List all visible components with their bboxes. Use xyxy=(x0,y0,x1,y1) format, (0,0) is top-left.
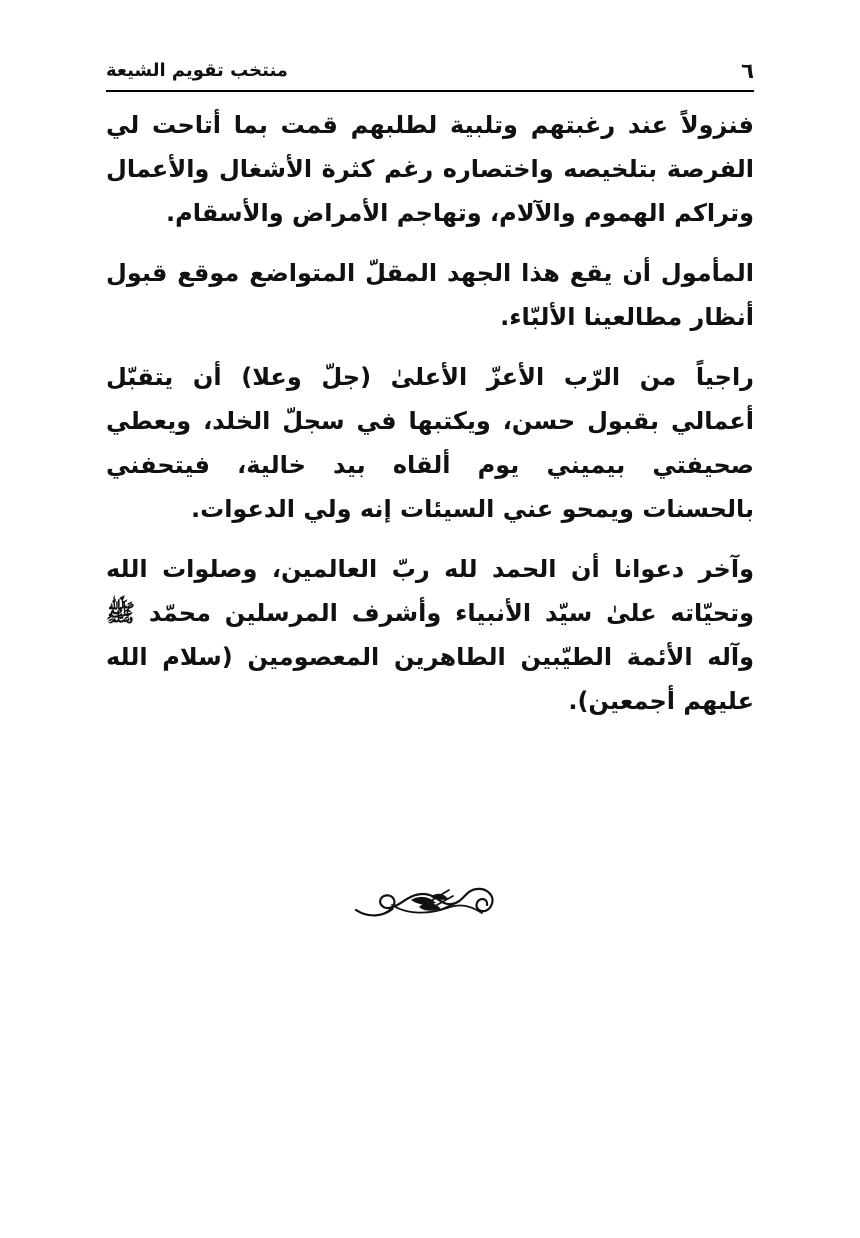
page-number: ٦ xyxy=(741,58,754,83)
paragraph-2: المأمول أن يقع هذا الجهد المقلّ المتواضع موقع قبول أنظار مطالعينا الألبّاء. xyxy=(106,259,754,331)
running-header xyxy=(106,52,754,90)
paragraph-1: فنزولاً عند رغبتهم وتلبية لطلبهم قمت بما أتاحت لي الفرصة بتلخيصه واختصاره رغم كثرة الأشغال والأعمال وتراكم الهموم والآلام، وتهاجم الأمراض والأسقام. xyxy=(106,111,754,227)
header-divider xyxy=(106,90,754,92)
book-title: منتخب تقويم الشيعة xyxy=(106,60,288,81)
body-text xyxy=(106,103,754,739)
decorative-floral-flourish-icon xyxy=(353,881,500,923)
paragraph-4: وآخر دعوانا أن الحمد لله ربّ العالمين، وصلوات الله وتحيّاته علىٰ سيّد الأنبياء وأشرف المرسلين محمّد ﷺ وآله الأئمة الطيّبين الطاهرين المعصومين (سلام الله عليهم أجمعين). xyxy=(106,555,754,715)
paragraph-3: راجياً من الرّب الأعزّ الأعلىٰ (جلّ وعلا) أن يتقبّل أعمالي بقبول حسن، ويكتبها في سجلّ الخلد، ويعطي صحيفتي بيميني يوم ألقاه بيد خالية، فيتحفني بالحسنات ويمحو عني السيئات إنه ولي الدعوات. xyxy=(106,363,754,523)
